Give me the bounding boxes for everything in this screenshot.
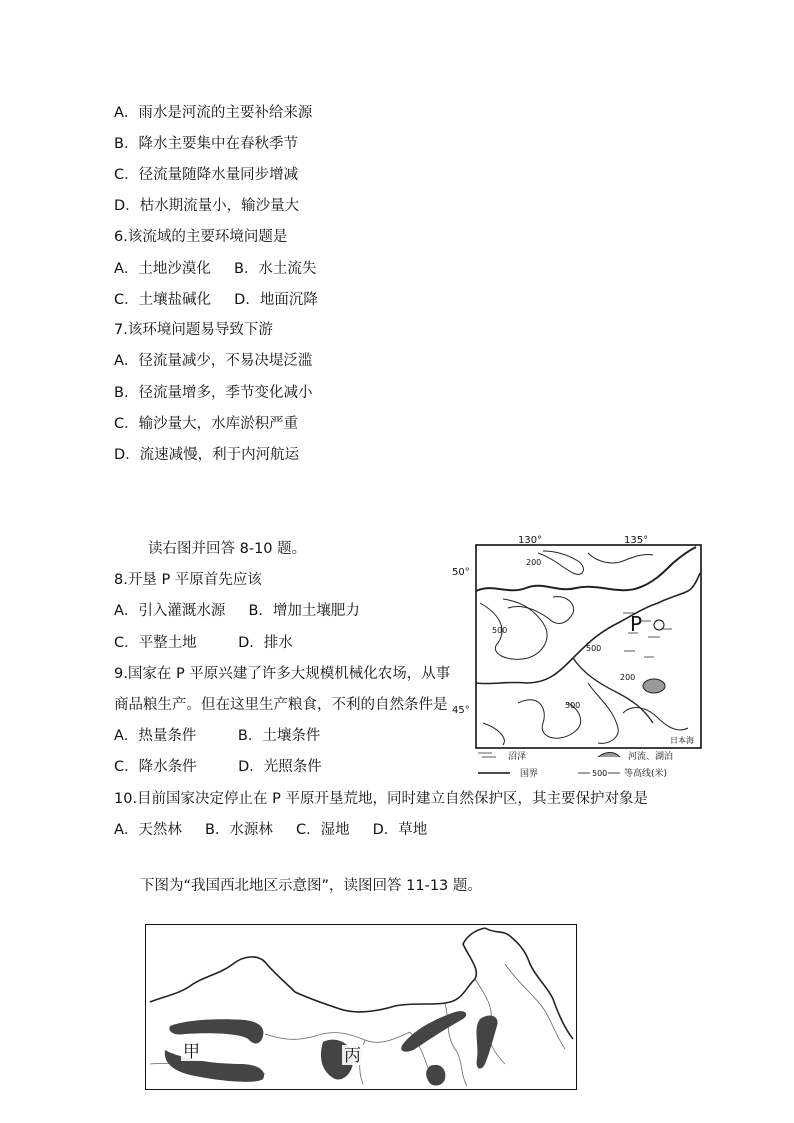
q7-option-b: B．径流量增多，季节变化减小 [114, 385, 313, 401]
label-bing: 丙 [344, 1046, 361, 1066]
q5-option-a: A．雨水是河流的主要补给来源 [114, 105, 313, 121]
sanjiang-plain-map [448, 533, 708, 789]
q10-options: A．天然林 B．水源林 C．湿地 D．草地 [114, 822, 428, 838]
legend-contour: 等高线(米) [624, 769, 668, 779]
lat-50-label: 50° [452, 567, 470, 578]
lon-130-label: 130° [518, 535, 543, 546]
legend-river-lake: 河流、湖泊 [628, 752, 674, 762]
q5-option-b: B．降水主要集中在春秋季节 [114, 136, 298, 152]
q8-stem: 8.开垦 P 平原首先应该 [114, 572, 262, 588]
legend-contour-value: 500 [592, 769, 608, 778]
q9-stem-line2: 商品粮生产。但在这里生产粮食，不利的自然条件是 [114, 697, 448, 713]
q6-options-row2: C．土壤盐碱化 D．地面沉降 [114, 292, 318, 308]
legend-swamp: 沼泽 [508, 752, 527, 762]
q7-stem: 7.该环境问题易导致下游 [114, 322, 273, 338]
q9-stem-line1: 9.国家在 P 平原兴建了许多大规模机械化农场，从事 [114, 666, 451, 682]
intro-8-10: 读右图并回答 8-10 题。 [148, 541, 307, 557]
northwest-china-map [145, 924, 577, 1090]
q5-option-c: C．径流量随降水量同步增减 [114, 167, 299, 183]
q8-options-row2: C．平整土地 D．排水 [114, 635, 293, 651]
q9-options-row1: A．热量条件 B．土壤条件 [114, 728, 321, 744]
japan-sea-label: 日本海 [670, 736, 694, 745]
legend-border: 国界 [520, 769, 539, 779]
q10-stem: 10.目前国家决定停止在 P 平原开垦荒地，同时建立自然保护区，其主要保护对象是 [114, 791, 649, 807]
q9-options-row2: C．降水条件 D．光照条件 [114, 759, 322, 775]
contour-label-500: 500 [586, 644, 602, 653]
q7-option-d: D．流速减慢，利于内河航运 [114, 447, 300, 463]
q7-option-a: A．径流量减少，不易决堤泛滥 [114, 353, 313, 369]
contour-label-200: 200 [620, 673, 636, 682]
contour-label-200: 200 [526, 558, 542, 567]
q5-option-d: D．枯水期流量小，输沙量大 [114, 198, 300, 214]
q8-options-row1: A．引入灌溉水源 B．增加土壤肥力 [114, 603, 360, 619]
q6-stem: 6.该流域的主要环境问题是 [114, 229, 288, 245]
lat-45-label: 45° [452, 705, 470, 716]
q6-options-row1: A．土地沙漠化 B．水土流失 [114, 261, 317, 277]
p-plain-label: P [630, 612, 643, 636]
contour-label-500: 500 [492, 626, 508, 635]
contour-label-500: 500 [565, 701, 581, 710]
label-jia: 甲 [183, 1042, 200, 1062]
lon-135-label: 135° [624, 535, 649, 546]
intro-11-13: 下图为“我国西北地区示意图”，读图回答 11-13 题。 [140, 878, 482, 894]
q7-option-c: C．输沙量大，水库淤积严重 [114, 416, 299, 432]
lake [643, 679, 665, 693]
